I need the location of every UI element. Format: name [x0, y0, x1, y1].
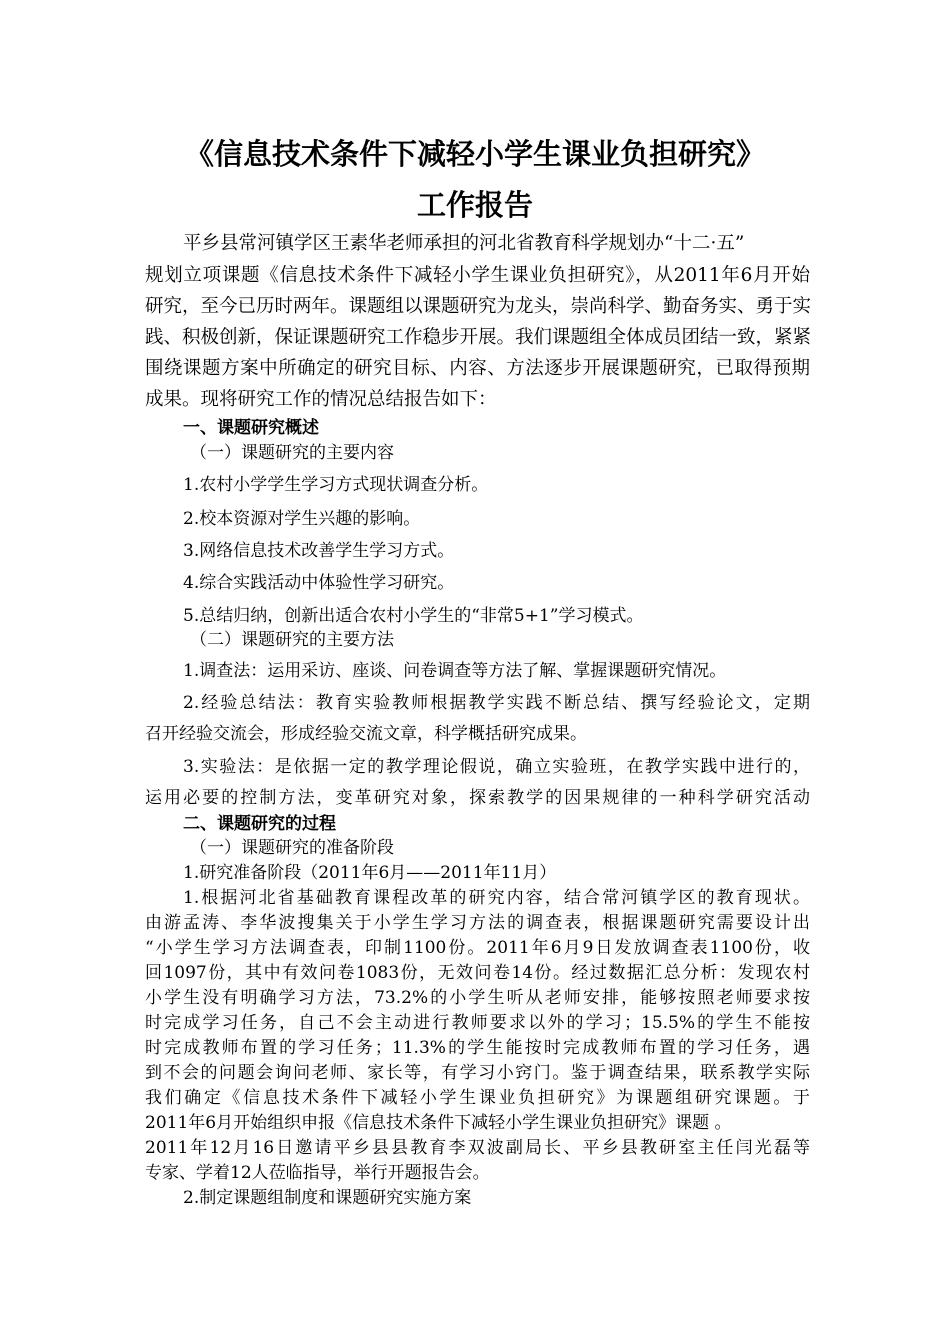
- body-line: 时完成学习任务，自己不会主动进行教师要求以外的学习；15.5%的学生不能按: [145, 1013, 810, 1033]
- body-line: “小学生学习方法调查表，印制1100份。2011年6月9日发放调查表1100份，收: [145, 938, 810, 958]
- intro-line: 围绕课题方案中所确定的研究目标、内容、方法逐步开展课题研究，已取得预期: [145, 358, 810, 379]
- section-heading: 一、课题研究概述: [183, 418, 319, 438]
- body-line: 专家、学着12人莅临指导，举行开题报告会。: [145, 1163, 490, 1183]
- body-line: 由游孟涛、李华波搜集关于小学生学习方法的调查表，根据课题研究需要设计出: [145, 913, 810, 933]
- body-line: 2011年6月开始组织申报《信息技术条件下减轻小学生课业负担研究》课题 。: [145, 1113, 732, 1133]
- stage-heading: 1.研究准备阶段（2011年6月——2011年11月）: [183, 863, 557, 883]
- list-item: 2.校本资源对学生兴趣的影响。: [183, 509, 421, 529]
- subsection-heading: （一）课题研究的主要内容: [190, 443, 394, 463]
- body-line: 我们确定《信息技术条件下减轻小学生课业负担研究》为课题组研究课题。于: [145, 1088, 810, 1108]
- list-item: 3.网络信息技术改善学生学习方式。: [183, 541, 455, 561]
- list-item-continuation: 运用必要的控制方法，变革研究对象，探索教学的因果规律的一种科学研究活动: [145, 788, 810, 808]
- document-title: 《信息技术条件下减轻小学生课业负担研究》: [184, 137, 765, 171]
- intro-line: 平乡县常河镇学区王素华老师承担的河北省教育科学规划办“十二·五”: [183, 233, 745, 254]
- list-item: 1.调查法：运用采访、座谈、问卷调查等方法了解、掌握课题研究情况。: [183, 661, 727, 681]
- list-item: 1.农村小学学生学习方式现状调查分析。: [183, 475, 489, 495]
- body-line: 2011年12月16日邀请平乡县县教育李双波副局长、平乡县教研室主任闫光磊等: [145, 1138, 810, 1158]
- intro-line: 规划立项课题《信息技术条件下减轻小学生课业负担研究》，从2011年6月开始: [145, 265, 810, 286]
- stage-heading: 2.制定课题组制度和课题研究实施方案: [183, 1188, 472, 1208]
- body-line: 1.根据河北省基础教育课程改革的研究内容，结合常河镇学区的教育现状。: [183, 888, 810, 908]
- section-heading: 二、课题研究的过程: [183, 814, 336, 834]
- intro-line: 践、积极创新，保证课题研究工作稳步开展。我们课题组全体成员团结一致，紧紧: [145, 327, 812, 348]
- subsection-heading: （二）课题研究的主要方法: [190, 630, 394, 650]
- intro-line: 研究，至今已历时两年。课题组以课题研究为龙头，崇尚科学、勤奋务实、勇于实: [145, 296, 812, 317]
- document-subtitle: 工作报告: [416, 188, 533, 222]
- list-item: 2.经验总结法：教育实验教师根据教学实践不断总结、撰写经验论文，定期: [183, 693, 810, 713]
- intro-line: 成果。现将研究工作的情况总结报告如下：: [145, 389, 497, 410]
- body-line: 回1097份，其中有效问卷1083份，无效问卷14份。经过数据汇总分析：发现农村: [145, 963, 810, 983]
- list-item: 4.综合实践活动中体验性学习研究。: [183, 573, 455, 593]
- list-item: 5.总结归纳，创新出适合农村小学生的“非常5+1”学习模式。: [183, 606, 644, 626]
- body-line: 小学生没有明确学习方法，73.2%的小学生听从老师安排，能够按照老师要求按: [145, 988, 810, 1008]
- list-item-continuation: 召开经验交流会，形成经验交流文章，科学概括研究成果。: [145, 724, 587, 744]
- body-line: 时完成教师布置的学习任务；11.3%的学生能按时完成教师布置的学习任务，遇: [145, 1038, 810, 1058]
- list-item: 3.实验法：是依据一定的教学理论假说，确立实验班，在教学实践中进行的，: [183, 757, 810, 777]
- subsection-heading: （一）课题研究的准备阶段: [190, 838, 394, 858]
- body-line: 到不会的问题会询问老师、家长等，有学习小窍门。鉴于调查结果，联系教学实际: [145, 1063, 810, 1083]
